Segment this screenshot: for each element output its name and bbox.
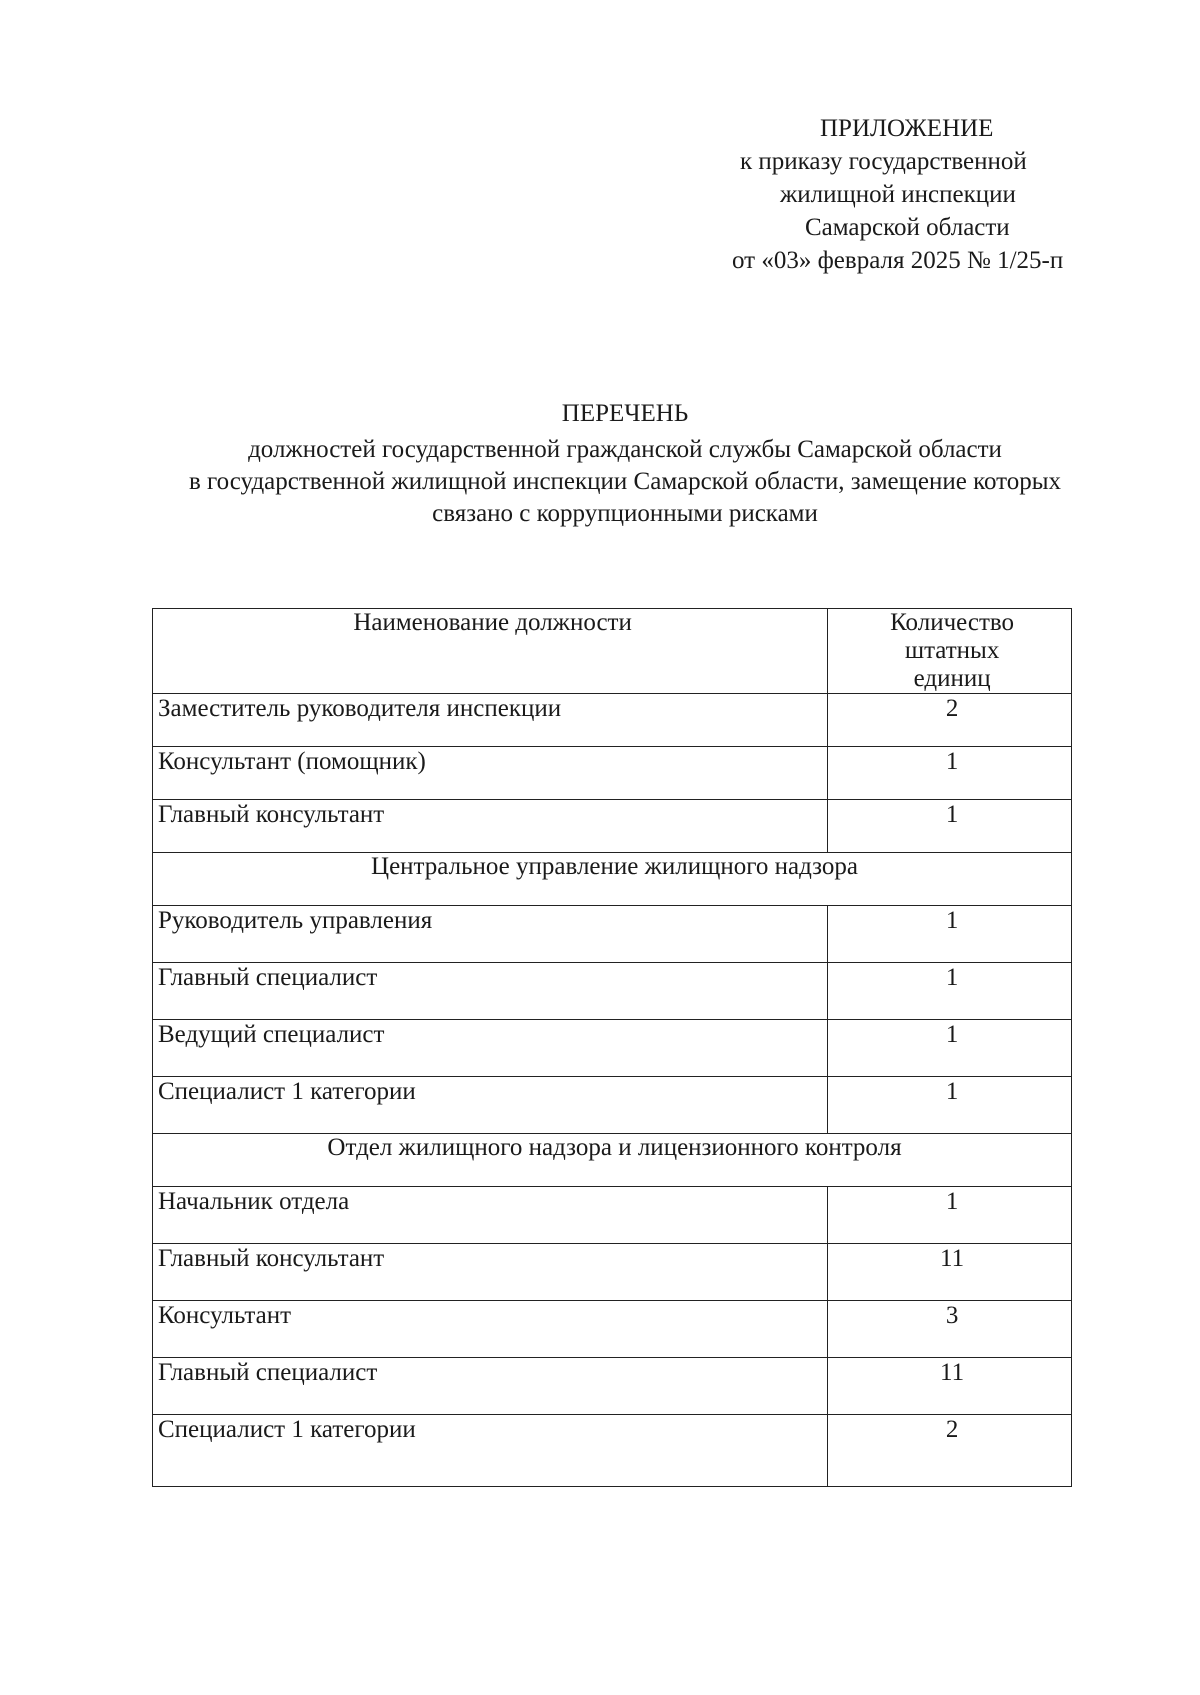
position-name: Консультант [153,1301,828,1358]
position-name: Главный консультант [153,800,828,853]
table-row [153,1358,1072,1415]
annex-line: жилищной инспекции [780,181,1016,208]
table-row [153,1077,1072,1134]
section-title: Отдел жилищного надзора и лицензионного контроля [153,1134,1072,1187]
section-row [153,1134,1072,1187]
position-count: 1 [828,1077,1072,1134]
position-name: Специалист 1 категории [153,1077,828,1134]
positions-table [152,608,1072,1487]
document-heading [0,398,1200,530]
annex-title: ПРИЛОЖЕНИЕ [820,115,994,142]
column-header-count-line: Количество [890,609,1015,636]
table-row [153,1187,1072,1244]
position-name: Ведущий специалист [153,1020,828,1077]
position-count: 3 [828,1301,1072,1358]
table-row [153,1415,1072,1487]
position-count: 2 [828,1415,1072,1487]
heading-line: связано с коррупционными рисками [432,500,818,527]
annex-line: Самарской области [805,214,1010,241]
table-row [153,694,1072,747]
column-header-count [828,609,1072,694]
table-row [153,1020,1072,1077]
table-row [153,963,1072,1020]
position-count: 1 [828,800,1072,853]
column-header-count-line: единиц [913,665,991,692]
table-row [153,1244,1072,1301]
position-count: 1 [828,1187,1072,1244]
document-title: ПЕРЕЧЕНЬ [561,400,689,427]
position-count: 1 [828,747,1072,800]
section-title: Центральное управление жилищного надзора [153,853,1072,906]
position-count: 2 [828,694,1072,747]
position-count: 11 [828,1244,1072,1301]
heading-line: должностей государственной гражданской службы Самарской области [248,436,1002,463]
position-name: Руководитель управления [153,906,828,963]
position-count: 1 [828,906,1072,963]
section-row [153,853,1072,906]
column-header-name: Наименование должности [153,609,828,694]
position-name: Специалист 1 категории [153,1415,828,1487]
position-name: Главный специалист [153,1358,828,1415]
column-header-count-line: штатных [904,637,1000,664]
table-row [153,747,1072,800]
annex-block [720,112,1140,277]
annex-date-number: от «03» февраля 2025 № 1/25-п [732,247,1064,274]
table-row [153,800,1072,853]
position-count: 1 [828,963,1072,1020]
position-name: Заместитель руководителя инспекции [153,694,828,747]
table-row [153,1301,1072,1358]
annex-line: к приказу государственной [740,148,1027,175]
position-name: Консультант (помощник) [153,747,828,800]
position-count: 1 [828,1020,1072,1077]
table-header-row [153,609,1072,694]
heading-line: в государственной жилищной инспекции Самарской области, замещение которых [188,468,1062,495]
position-count: 11 [828,1358,1072,1415]
table-row [153,906,1072,963]
position-name: Главный консультант [153,1244,828,1301]
position-name: Главный специалист [153,963,828,1020]
position-name: Начальник отдела [153,1187,828,1244]
